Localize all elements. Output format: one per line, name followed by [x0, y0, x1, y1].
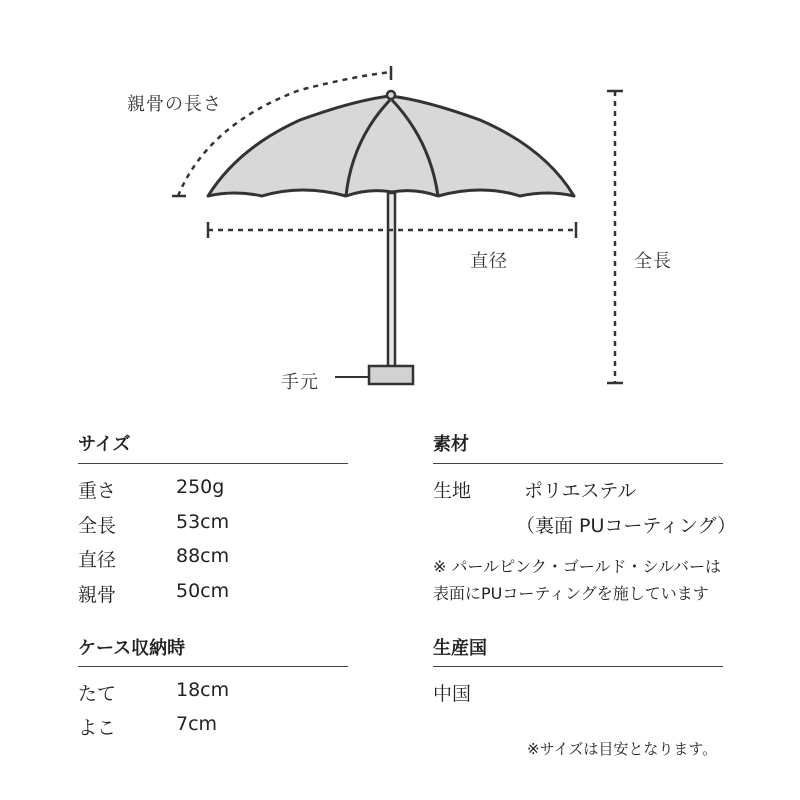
material-note-line: 表面にPUコーティングを施しています [433, 584, 709, 603]
origin-value: 中国 [433, 683, 472, 705]
size-row-value: 250g [176, 476, 225, 498]
handle-label: 手元 [281, 372, 319, 393]
rib-length-label: 親骨の長さ [127, 94, 222, 115]
case-section-divider [78, 666, 348, 667]
case-section-title: ケース収納時 [78, 638, 186, 659]
material-fabric-value: ポリエステル [524, 480, 637, 502]
material-section-title: 素材 [433, 434, 469, 455]
material-section-divider [433, 463, 723, 464]
umbrella-canopy [208, 96, 574, 196]
umbrella-handle [369, 366, 413, 384]
case-row-key: よこ [78, 717, 117, 739]
umbrella-tip [387, 91, 395, 99]
material-note-line: ※ パールピンク・ゴールド・シルバーは [433, 557, 722, 576]
size-row-key: 直径 [78, 549, 117, 571]
size-row-key: 重さ [78, 480, 117, 502]
origin-section-title: 生産国 [433, 638, 487, 659]
size-row-key: 全長 [78, 515, 117, 537]
material-fabric-value-sub: （裏面 PUコーティング） [516, 515, 737, 537]
total-length-label: 全長 [634, 251, 672, 272]
size-footnote: ※サイズは目安となります。 [527, 740, 718, 758]
size-row-value: 88cm [176, 545, 230, 567]
size-section-title: サイズ [78, 434, 131, 455]
case-row-value: 18cm [176, 679, 230, 701]
size-section-divider [78, 463, 348, 464]
origin-section-divider [433, 666, 723, 667]
case-row-key: たて [78, 683, 117, 705]
material-fabric-key: 生地 [433, 480, 472, 502]
umbrella-shaft [388, 193, 395, 369]
size-row-value: 53cm [176, 511, 230, 533]
case-row-value: 7cm [176, 713, 218, 735]
diameter-label: 直径 [470, 251, 508, 272]
size-row-value: 50cm [176, 580, 230, 602]
size-row-key: 親骨 [78, 584, 117, 606]
